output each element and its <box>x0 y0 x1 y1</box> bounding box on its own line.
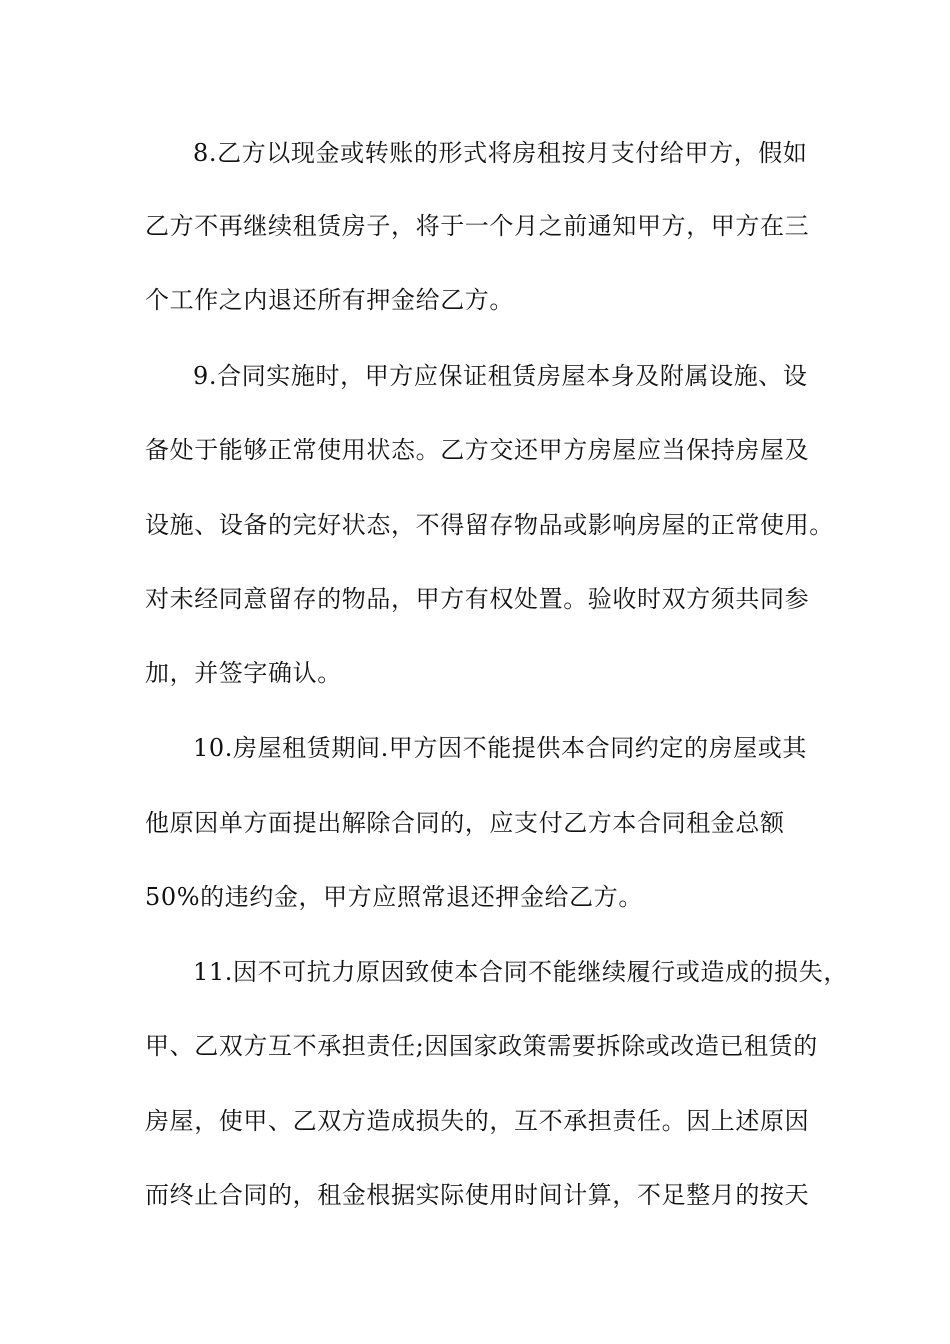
clause-9-line-5: 加，并签字确认。 <box>145 659 342 687</box>
clause-8-line-2: 乙方不再继续租赁房子，将于一个月之前通知甲方，甲方在三 <box>145 212 810 240</box>
clause-10-line-1: 10.房屋租赁期间.甲方因不能提供本合同约定的房屋或其 <box>193 734 807 762</box>
clause-9-line-4: 对未经同意留存的物品，甲方有权处置。验收时双方须共同参 <box>145 585 810 613</box>
clause-8-line-1: 8.乙方以现金或转账的形式将房租按月支付给甲方，假如 <box>193 139 808 167</box>
clause-10-line-2: 他原因单方面提出解除合同的，应支付乙方本合同租金总额 <box>145 809 785 837</box>
clause-11-line-1: 11.因不可抗力原因致使本合同不能继续履行或造成的损失， <box>193 958 848 986</box>
clause-9-line-2: 备处于能够正常使用状态。乙方交还甲方房屋应当保持房屋及 <box>145 436 810 464</box>
clause-10-line-3: 50%的违约金，甲方应照常退还押金给乙方。 <box>145 883 643 911</box>
clause-9-line-3: 设施、设备的完好状态，不得留存物品或影响房屋的正常使用。 <box>145 511 834 539</box>
clause-11-line-4: 而终止合同的，租金根据实际使用时间计算，不足整月的按天 <box>145 1181 810 1209</box>
clause-11-line-3: 房屋，使甲、乙双方造成损失的，互不承担责任。因上述原因 <box>145 1107 810 1135</box>
clause-9-line-1: 9.合同实施时，甲方应保证租赁房屋本身及附属设施、设 <box>193 362 808 390</box>
clause-8-line-3: 个工作之内退还所有押金给乙方。 <box>145 286 514 314</box>
clause-11-line-2: 甲、乙双方互不承担责任;因国家政策需要拆除或改造已租赁的 <box>145 1032 818 1060</box>
